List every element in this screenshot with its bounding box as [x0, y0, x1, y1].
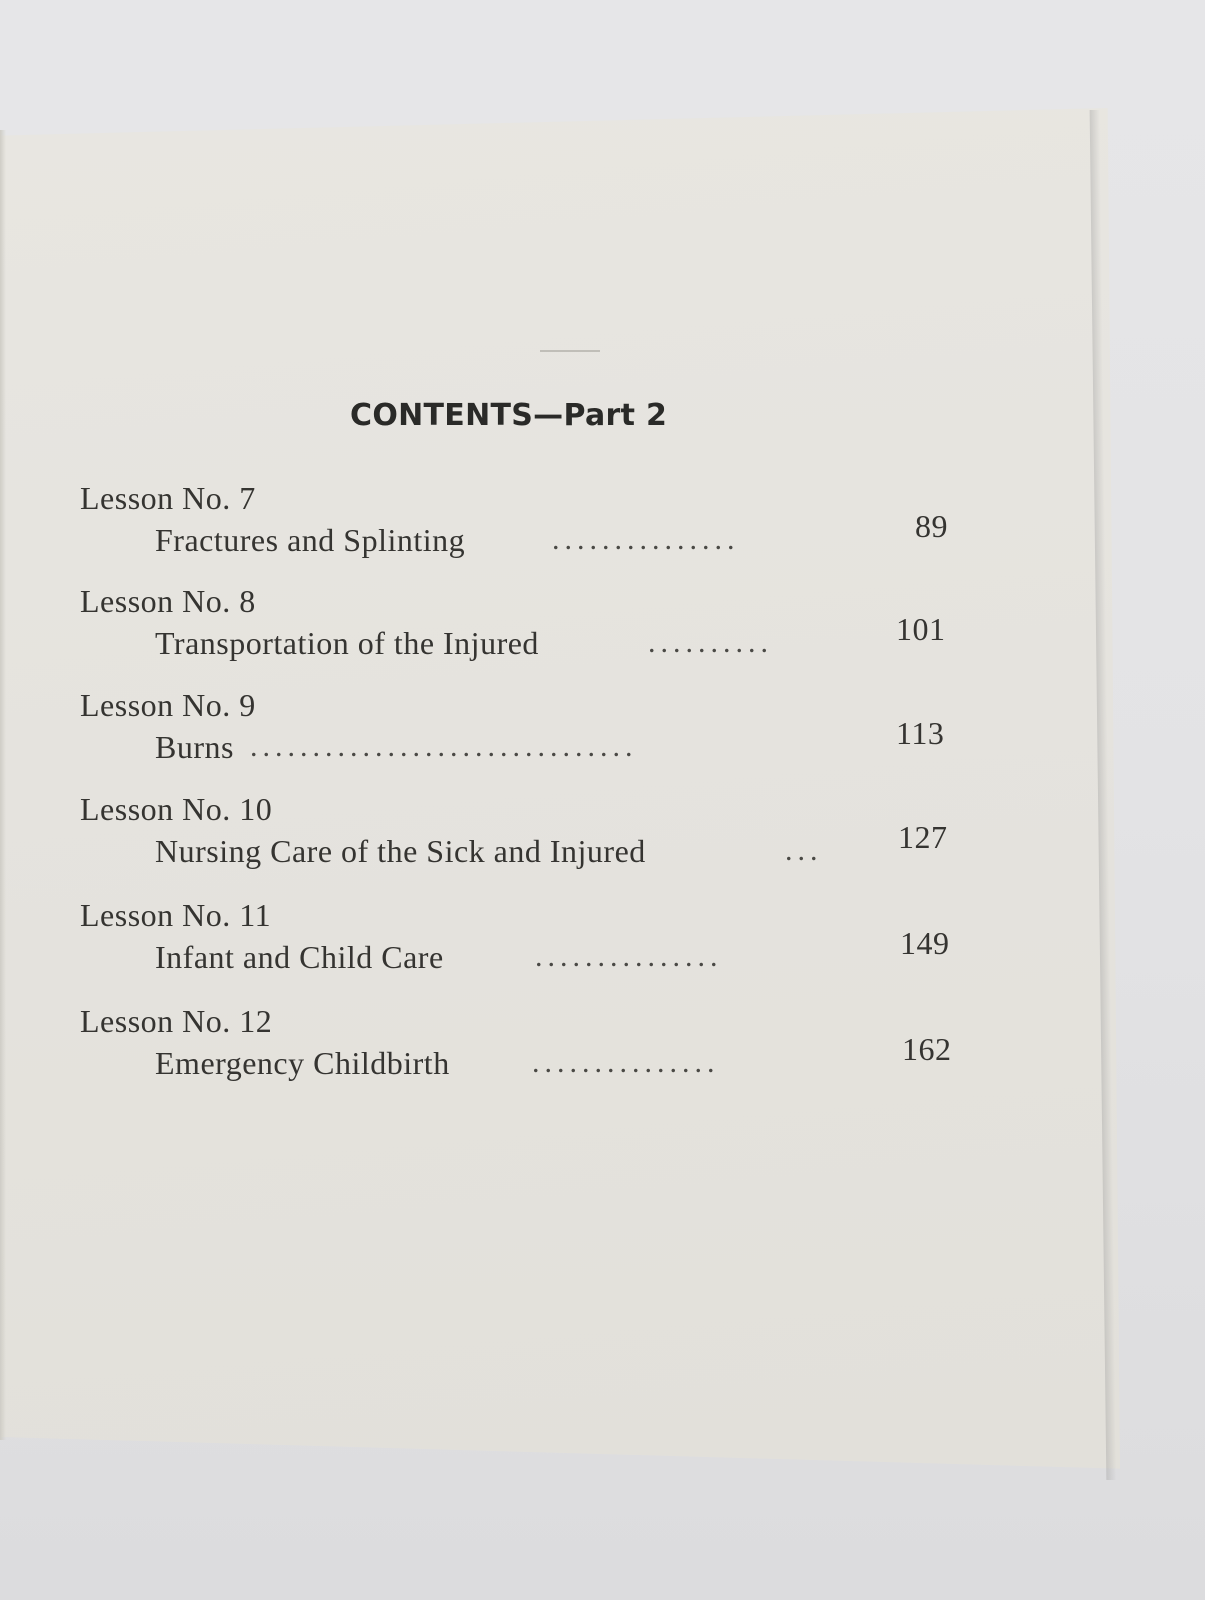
dot-leader: ...............................	[250, 730, 638, 763]
topic-line	[80, 1031, 980, 1087]
page-number: 162	[902, 1031, 952, 1067]
page-number: 101	[896, 611, 946, 647]
dot-leader: ...	[785, 834, 823, 867]
toc-entry-lesson-10	[80, 791, 980, 875]
toc-entry-lesson-12	[80, 1003, 980, 1087]
toc-entry-lesson-8	[80, 583, 980, 667]
lesson-label: Lesson No. 12	[80, 1003, 273, 1039]
topic-line	[80, 611, 980, 667]
topic-title: Infant and Child Care	[155, 939, 444, 975]
page-number: 149	[900, 925, 950, 961]
contents-title: CONTENTS—Part 2	[350, 398, 668, 433]
topic-title: Nursing Care of the Sick and Injured	[155, 833, 646, 869]
lesson-label: Lesson No. 8	[80, 583, 256, 619]
lesson-label: Lesson No. 7	[80, 480, 256, 516]
page-number: 89	[915, 508, 948, 544]
dot-leader: ...............	[532, 1046, 720, 1079]
dot-leader: ...............	[552, 523, 740, 556]
topic-title: Emergency Childbirth	[155, 1045, 450, 1081]
page-left-edge	[0, 130, 6, 1440]
page-number: 127	[898, 819, 948, 855]
toc-entry-lesson-9	[80, 687, 980, 771]
topic-title: Transportation of the Injured	[155, 625, 539, 661]
toc-entry-lesson-7	[80, 480, 980, 564]
topic-line	[80, 925, 980, 981]
page-number: 113	[896, 715, 945, 751]
topic-line	[80, 819, 980, 875]
topic-title: Burns	[155, 729, 234, 765]
paper-mark	[540, 350, 600, 352]
topic-line	[80, 508, 980, 564]
toc-entry-lesson-11	[80, 897, 980, 981]
lesson-label: Lesson No. 9	[80, 687, 256, 723]
lesson-label: Lesson No. 11	[80, 897, 272, 933]
lesson-label: Lesson No. 10	[80, 791, 273, 827]
topic-title: Fractures and Splinting	[155, 522, 466, 558]
dot-leader: ...............	[535, 940, 723, 973]
topic-line	[80, 715, 980, 771]
dot-leader: ..........	[648, 626, 773, 659]
